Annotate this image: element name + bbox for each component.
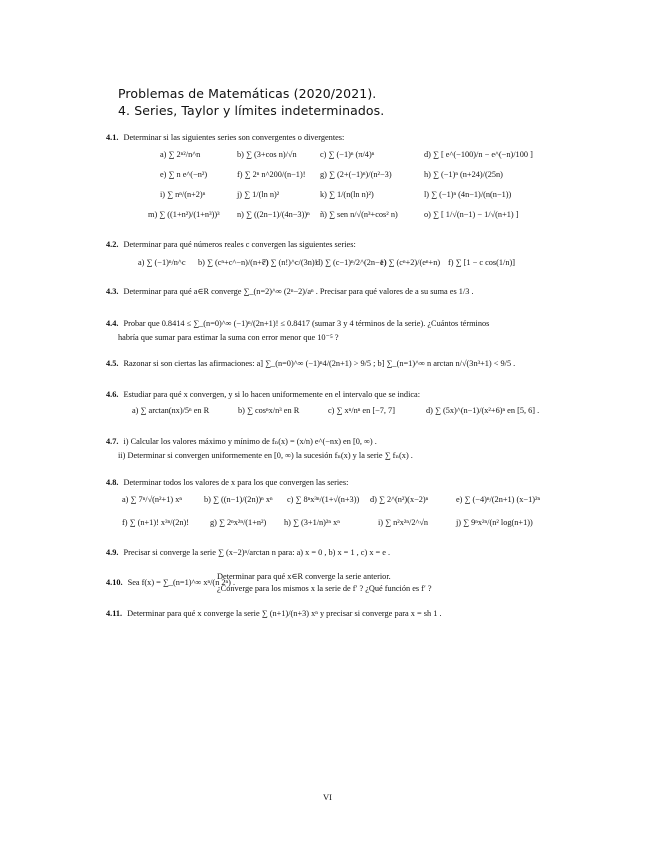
series-item: m) ∑ ((1+n²)/(1+n³))³ [148, 210, 220, 219]
problem-text: Probar que 0.8414 ≤ ∑_(n=0)^∞ (−1)ⁿ/(2n+1)! ≤ 0.8417 (sumar 3 y 4 términos de la serie). ¿Cuántos términos [123, 319, 490, 328]
problem-number: 4.8. [106, 478, 119, 487]
series-item: a) ∑ (−1)ⁿ/n^c [138, 258, 186, 267]
problem-number: 4.3. [106, 287, 119, 296]
problem-text: Determinar para qué x converge la serie ∑ (n+1)/(n+3) xⁿ y precisar si converge para x = sh 1 . [127, 609, 442, 618]
problem-text: Determinar todos los valores de x para los que convergen las series: [123, 478, 349, 487]
series-item: g) ∑ (2+(−1)ⁿ)/(n²−3) [320, 170, 392, 179]
problem-4-10-line1: Determinar para qué x∈R converge la serie anterior. [217, 572, 391, 581]
problem-4-6 [106, 389, 526, 400]
series-item: d) ∑ (5x)^(n−1)/(x²+6)ⁿ en [5, 6] . [426, 406, 540, 415]
problem-4-7 [106, 436, 526, 447]
series-item: a) ∑ 2ⁿ²/n^n [160, 150, 201, 159]
problem-number: 4.10. [106, 578, 123, 587]
series-item: ñ) ∑ sen n/√(n³+cos² n) [320, 210, 398, 219]
series-item: a) ∑ arctan(nx)/5ⁿ en R [132, 406, 210, 415]
series-item: n) ∑ ((2n−1)/(4n−3))ⁿ [237, 210, 310, 219]
problem-4-8 [106, 477, 526, 488]
series-item: f) ∑ (n+1)! x³ⁿ/(2n)! [122, 518, 190, 527]
problem-lhs: Sea f(x) = ∑_(n=1)^∞ xⁿ/(n 2ⁿ) . [127, 578, 236, 587]
problem-4-7-cont: ii) Determinar si convergen uniformemente en [0, ∞) la sucesión fₙ(x) y la serie ∑ fₙ(x) . [118, 451, 413, 460]
series-item: j) ∑ 1/(ln n)² [237, 190, 280, 199]
problem-text: i) Calcular los valores máximo y mínimo de fₙ(x) = (x/n) e^(−nx) en [0, ∞) . [123, 437, 377, 446]
problem-4-11 [106, 608, 526, 619]
series-item: c) ∑ (n!)^c/(3n)! [262, 258, 318, 267]
problem-text: Determinar para qué números reales c convergen las siguientes series: [123, 240, 356, 249]
problem-text: Determinar si las siguientes series son convergentes o divergentes: [123, 133, 345, 142]
series-item: b) ∑ (cⁿ+c^−n)/(n+7) [198, 258, 269, 267]
problem-4-10-line2: ¿Converge para los mismos x la serie de f′ ? ¿Qué función es f′ ? [217, 584, 432, 593]
series-item: a) ∑ 7ⁿ/√(n²+1) xⁿ [122, 495, 182, 504]
problem-number: 4.5. [106, 359, 119, 368]
doc-title: Problemas de Matemáticas (2020/2021). [118, 86, 377, 101]
series-item: e) ∑ (cⁿ+2)/(eⁿ+n) [380, 258, 441, 267]
problem-text: Precisar si converge la serie ∑ (x−2)ⁿ/arctan n para: a) x = 0 , b) x = 1 , c) x = e . [123, 548, 391, 557]
problem-number: 4.4. [106, 319, 119, 328]
series-item: j) ∑ 9ⁿx²ⁿ/(n² log(n+1)) [456, 518, 533, 527]
problem-number: 4.11. [106, 609, 123, 618]
problem-4-4-cont: habría que sumar para estimar la suma con error menor que 10⁻⁵ ? [118, 333, 339, 342]
problem-text: Razonar si son ciertas las afirmaciones: a] ∑_(n=0)^∞ (−1)ⁿ4/(2n+1) > 9/5 ; b] ∑_(n=1)^∞ n arctan n/√(3n³+1) < 9/5 . [123, 359, 516, 368]
series-item: i) ∑ n²x²ⁿ/2^√n [378, 518, 429, 527]
series-item: h) ∑ (3+1/n)²ⁿ xⁿ [284, 518, 340, 527]
problem-number: 4.2. [106, 240, 119, 249]
series-item: e) ∑ (−4)ⁿ/(2n+1) (x−1)²ⁿ [456, 495, 541, 504]
problem-4-5 [106, 358, 526, 369]
series-item: e) ∑ n e^(−n²) [160, 170, 208, 179]
problem-number: 4.6. [106, 390, 119, 399]
series-item: g) ∑ 2ⁿx²ⁿ/(1+n²) [210, 518, 267, 527]
problem-text: Estudiar para qué x convergen, y si lo hacen uniformemente en el intervalo que se indica: [123, 390, 421, 399]
series-item: f) ∑ 2ⁿ n^200/(n−1)! [237, 170, 306, 179]
problem-4-2 [106, 239, 526, 250]
series-item: d) ∑ (c−1)ⁿ/2^(2n−1) [316, 258, 387, 267]
series-item: i) ∑ nⁿ/(n+2)ⁿ [160, 190, 206, 199]
series-item: c) ∑ xⁿ/nⁿ en [−7, 7] [328, 406, 395, 415]
series-item: f) ∑ [1 − c cos(1/n)] [448, 258, 516, 267]
series-item: d) ∑ 2^(n²)(x−2)ⁿ [370, 495, 429, 504]
problem-4-1 [106, 132, 526, 143]
series-item: c) ∑ 8ⁿx³ⁿ/(1+√(n+3)) [287, 495, 360, 504]
problem-number: 4.7. [106, 437, 119, 446]
series-item: h) ∑ (−1)ⁿ (n+24)/(25n) [424, 170, 503, 179]
problem-number: 4.9. [106, 548, 119, 557]
series-item: l) ∑ (−1)ⁿ (4n−1)/(n(n−1)) [424, 190, 512, 199]
chapter-title: 4. Series, Taylor y límites indeterminados. [118, 103, 385, 118]
problem-4-3 [106, 286, 526, 297]
series-item: b) ∑ cosⁿx/n³ en R [238, 406, 300, 415]
series-item: o) ∑ [ 1/√(n−1) − 1/√(n+1) ] [424, 210, 519, 219]
series-item: b) ∑ ((n−1)/(2n))ⁿ xⁿ [204, 495, 273, 504]
problem-4-4 [106, 318, 526, 329]
problem-number: 4.1. [106, 133, 119, 142]
series-item: b) ∑ (3+cos n)/√n [237, 150, 297, 159]
series-item: c) ∑ (−1)ⁿ (π/4)ⁿ [320, 150, 375, 159]
series-item: d) ∑ [ e^(−100)/n − e^(−n)/100 ] [424, 150, 533, 159]
page-number: VI [323, 792, 332, 802]
problem-text: Determinar para qué a∈R converge ∑_(n=2)^∞ (2ⁿ−2)/aⁿ . Precisar para qué valores de a su suma es 1/3 . [123, 287, 474, 296]
problem-4-9 [106, 547, 526, 558]
series-item: k) ∑ 1/(n(ln n)²) [320, 190, 374, 199]
